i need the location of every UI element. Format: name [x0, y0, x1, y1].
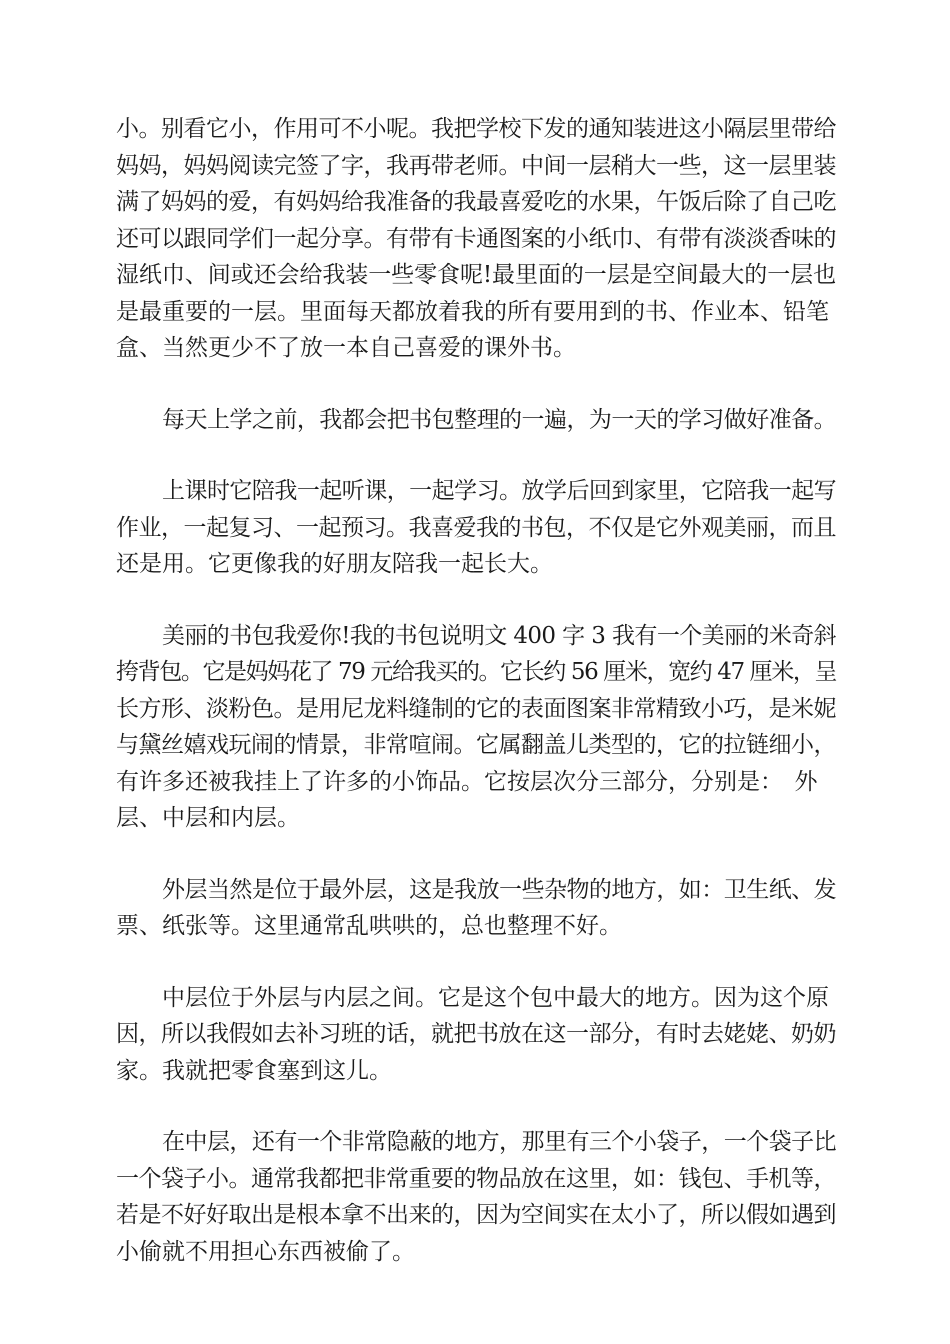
paragraph-line: 还是用。它更像我的好朋友陪我一起长大。: [116, 551, 553, 577]
paragraph-line: 湿纸巾、间或还会给我装一些零食呢!最里面的一层是空间最大的一层也: [116, 262, 837, 288]
paragraph-line: 若是不好好取出是根本拿不出来的，因为空间实在太小了，所以假如遇到: [116, 1202, 836, 1228]
paragraph-line: 票、纸张等。这里通常乱哄哄的，总也整理不好。: [116, 913, 622, 939]
paragraph-line: 中层位于外层与内层之间。它是这个包中最大的地方。因为这个原: [162, 984, 829, 1011]
paragraph-line: 与黛丝嬉戏玩闹的情景，非常喧闹。它属翻盖儿类型的，它的拉链细小，: [116, 732, 836, 758]
paragraph-line: 作业，一起复习、一起预习。我喜爱我的书包，不仅是它外观美丽，而且: [116, 514, 836, 541]
paragraph-line: 长方形、淡粉色。是用尼龙料缝制的它的表面图案非常精致小巧，是米妮: [116, 695, 836, 722]
paragraph-spacing: [116, 438, 836, 473]
paragraph-line: 在中层，还有一个非常隐蔽的地方，那里有三个小袋子，一个袋子比: [162, 1129, 837, 1155]
paragraph-line: 外层当然是位于最外层，这是我放一些杂物的地方，如：卫生纸、发: [162, 876, 837, 903]
paragraph-line: 因，所以我假如去补习班的话，就把书放在这一部分，有时去姥姥、奶奶: [116, 1021, 836, 1047]
paragraph-spacing: [116, 367, 836, 402]
paragraph-spacing: [116, 1089, 836, 1124]
paragraph-line: 上课时它陪我一起听课，一起学习。放学后回到家里，它陪我一起写: [162, 478, 837, 504]
paragraph-line: 小。别看它小，作用可不小呢。我把学校下发的通知装进这小隔层里带给: [116, 116, 836, 142]
paragraph-1: [116, 111, 836, 367]
paragraph-spacing: [116, 837, 836, 872]
paragraph-6: [116, 980, 836, 1090]
paragraph-spacing: [116, 583, 836, 618]
paragraph-line: 盒、当然更少不了放一本自己喜爱的课外书。: [116, 335, 576, 361]
document-body: [116, 111, 836, 1270]
paragraph-line: 一个袋子小。通常我都把非常重要的物品放在这里，如：钱包、手机等，: [116, 1165, 836, 1192]
paragraph-3: [116, 473, 836, 583]
paragraph-line: 满了妈妈的爱，有妈妈给我准备的我最喜爱吃的水果，午饭后除了自己吃: [116, 189, 836, 215]
paragraph-2: [116, 402, 836, 439]
paragraph-4: [116, 618, 836, 837]
paragraph-7: [116, 1124, 836, 1270]
paragraph-line: 挎背包。它是妈妈花了 79 元给我买的。它长约 56 厘米，宽约 47 厘米，呈: [116, 659, 837, 685]
paragraph-line: 家。我就把零食塞到这儿。: [116, 1057, 392, 1084]
paragraph-line: 有许多还被我挂上了许多的小饰品。它按层次分三部分，分别是： 外: [116, 768, 818, 795]
paragraph-line: 妈妈，妈妈阅读完签了字，我再带老师。中间一层稍大一些，这一层里装: [116, 152, 836, 179]
paragraph-line: 层、中层和内层。: [116, 805, 300, 831]
paragraph-line: 美丽的书包我爱你!我的书包说明文 400 字 3 我有一个美丽的米奇斜: [162, 622, 837, 649]
paragraph-line: 是最重要的一层。里面每天都放着我的所有要用到的书、作业本、铅笔: [116, 298, 829, 325]
paragraph-line: 还可以跟同学们一起分享。有带有卡通图案的小纸巾、有带有淡淡香味的: [116, 225, 836, 252]
paragraph-line: 小偷就不用担心东西被偷了。: [116, 1238, 415, 1265]
paragraph-5: [116, 872, 836, 945]
paragraph-line: 每天上学之前，我都会把书包整理的一遍，为一天的学习做好准备。: [162, 406, 837, 433]
paragraph-spacing: [116, 945, 836, 980]
